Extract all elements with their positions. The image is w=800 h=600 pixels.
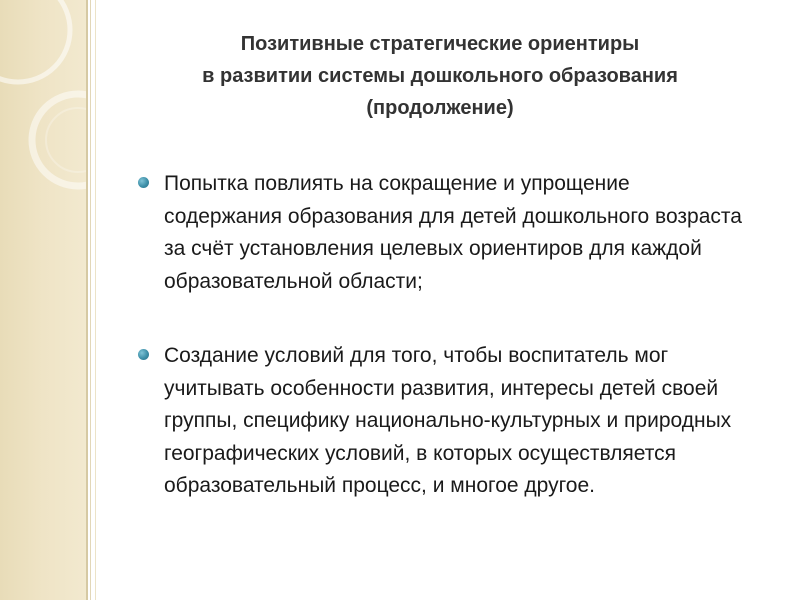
- bullet-dot-icon: [138, 349, 149, 360]
- bullet-text: Создание условий для того, чтобы воспитатель мог учитывать особенности развития, интересы детей своей группы, специфику национально-культурных и природных географических условий, в которых осуществляется образовательный процесс, и многое другое.: [164, 344, 732, 497]
- title-line-2: в развитии системы дошкольного образования: [202, 65, 678, 87]
- bullet-list: [138, 168, 778, 503]
- slide-title: [120, 28, 760, 124]
- bullet-dot-icon: [138, 177, 149, 188]
- title-line-1: Позитивные стратегические ориентиры: [240, 33, 640, 55]
- divider-line: [86, 0, 88, 600]
- bullet-text: Попытка повлиять на сокращение и упрощение содержания образования для детей дошкольного возраста за счёт установления целевых ориентиров для каждой образовательной области;: [164, 172, 742, 293]
- bullet-item: [138, 340, 778, 503]
- divider-line: [95, 0, 96, 600]
- divider-line: [90, 0, 91, 600]
- decorative-side-panel: [0, 0, 86, 600]
- decorative-circles-icon: [0, 0, 86, 600]
- bullet-item: [138, 168, 778, 298]
- title-line-3: (продолжение): [366, 97, 514, 119]
